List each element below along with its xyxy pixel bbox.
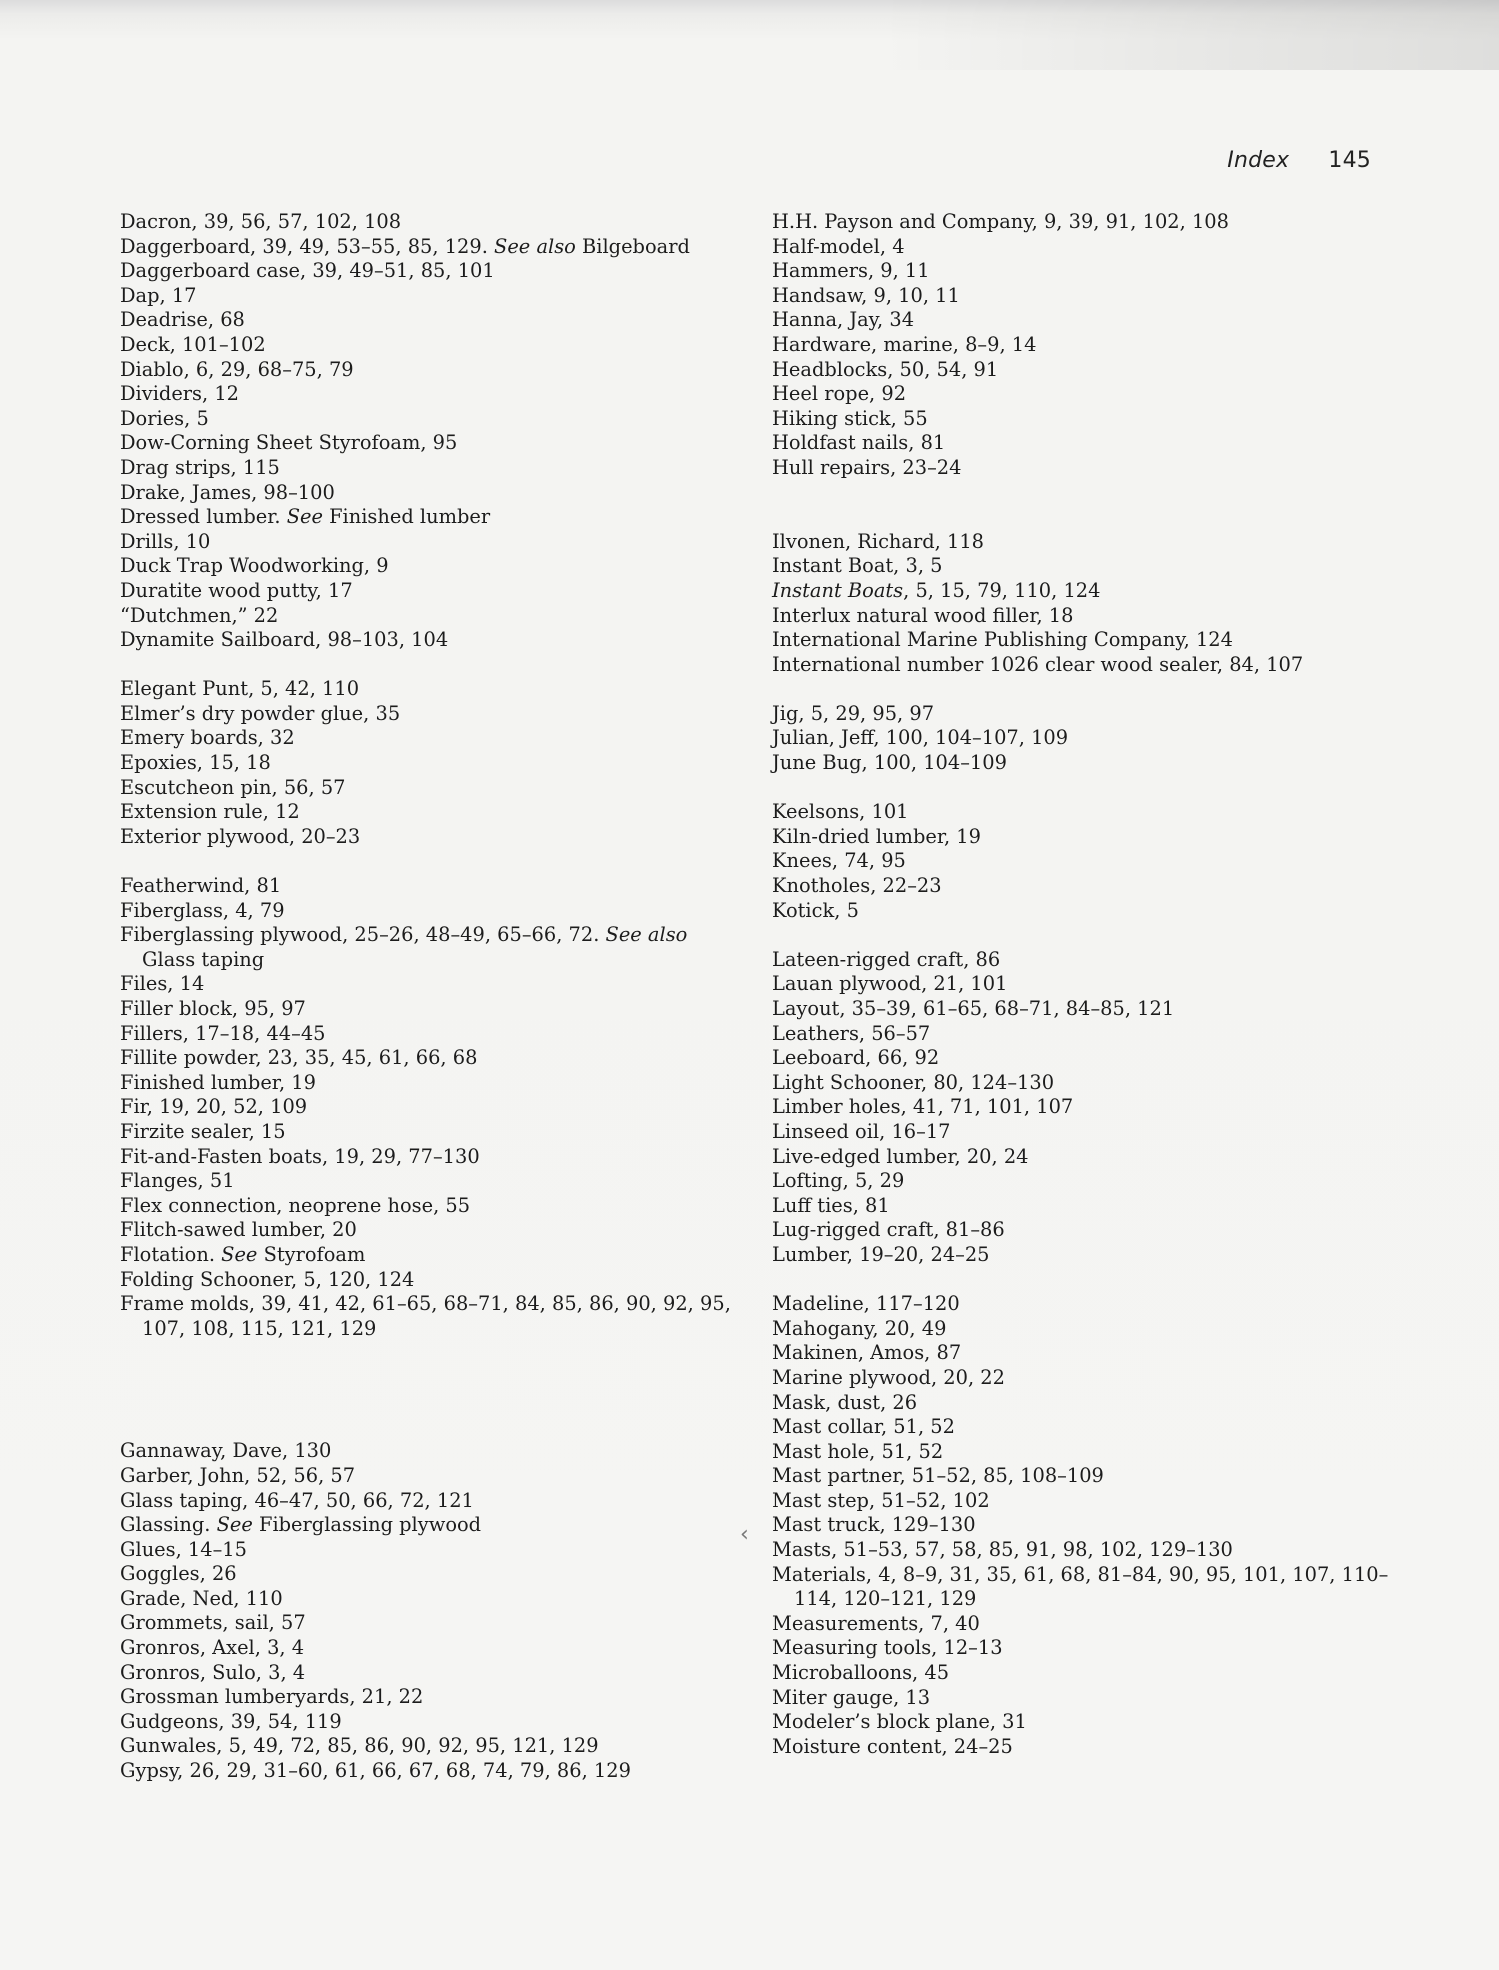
index-entry: Flex connection, neoprene hose, 55 xyxy=(120,1193,471,1217)
index-entry: Dow-Corning Sheet Styrofoam, 95 xyxy=(120,431,458,455)
index-entry: Elmer’s dry powder glue, 35 xyxy=(120,701,401,725)
index-entry: Grade, Ned, 110 xyxy=(120,1586,283,1610)
index-entry: Grommets, sail, 57 xyxy=(120,1611,306,1635)
index-entry: Hardware, marine, 8–9, 14 xyxy=(772,332,1037,356)
index-entry: Files, 14 xyxy=(120,972,205,996)
index-entry: Madeline, 117–120 xyxy=(772,1292,960,1316)
index-entry: Gronros, Axel, 3, 4 xyxy=(120,1636,305,1660)
index-entry: Kotick, 5 xyxy=(772,898,859,922)
index-entry: Mast hole, 51, 52 xyxy=(772,1439,944,1463)
index-entry: Lauan plywood, 21, 101 xyxy=(772,972,1008,996)
group-spacer xyxy=(772,481,1392,506)
index-group-f xyxy=(120,874,740,1341)
index-entry: Modeler’s block plane, 31 xyxy=(772,1710,1027,1734)
index-entry: Epoxies, 15, 18 xyxy=(120,751,271,775)
index-entry: International Marine Publishing Company, 124 xyxy=(772,628,1233,652)
index-entry: Gannaway, Dave, 130 xyxy=(120,1439,332,1463)
index-entry: Limber holes, 41, 71, 101, 107 xyxy=(772,1095,1074,1119)
index-entry: Heel rope, 92 xyxy=(772,382,907,406)
index-group-e xyxy=(120,677,740,849)
index-entry: Fillite powder, 23, 35, 45, 61, 66, 68 xyxy=(120,1046,478,1070)
index-entry: Featherwind, 81 xyxy=(120,874,282,898)
index-entry: H.H. Payson and Company, 9, 39, 91, 102, 108 xyxy=(772,210,1229,233)
index-entry: Fiberglass, 4, 79 xyxy=(120,898,285,922)
index-entry: Drake, James, 98–100 xyxy=(120,480,335,504)
index-entry: Miter gauge, 13 xyxy=(772,1685,931,1709)
index-entry: Kiln-dried lumber, 19 xyxy=(772,824,981,848)
index-entry: Half-model, 4 xyxy=(772,234,905,258)
index-entry: Hull repairs, 23–24 xyxy=(772,455,962,479)
index-entry: Lofting, 5, 29 xyxy=(772,1169,905,1193)
index-entry: Instant Boat, 3, 5 xyxy=(772,554,943,578)
index-entry: Measuring tools, 12–13 xyxy=(772,1636,1003,1660)
index-group-g xyxy=(120,1439,740,1783)
index-entry: Layout, 35–39, 61–65, 68–71, 84–85, 121 xyxy=(772,997,1175,1020)
index-group-l xyxy=(772,948,1392,1268)
index-entry: Keelsons, 101 xyxy=(772,800,909,824)
index-entry: Daggerboard case, 39, 49–51, 85, 101 xyxy=(120,259,495,283)
index-entry: Dacron, 39, 56, 57, 102, 108 xyxy=(120,210,402,233)
index-entry: Gunwales, 5, 49, 72, 85, 86, 90, 92, 95, 121, 129 xyxy=(120,1734,599,1758)
index-entry: Dap, 17 xyxy=(120,283,197,307)
index-group-i xyxy=(772,530,1392,678)
index-entry: Knotholes, 22–23 xyxy=(772,874,942,898)
index-entry: Fillers, 17–18, 44–45 xyxy=(120,1021,326,1045)
index-entry: Materials, 4, 8–9, 31, 35, 61, 68, 81–84, 90, 95, 101, 107, 110–114, 120–121, 129 xyxy=(772,1562,1389,1611)
index-group-h xyxy=(772,210,1392,481)
index-entry: Fir, 19, 20, 52, 109 xyxy=(120,1095,308,1119)
group-spacer xyxy=(120,1341,740,1439)
index-entry: Luff ties, 81 xyxy=(772,1193,890,1217)
index-entry: Gronros, Sulo, 3, 4 xyxy=(120,1660,306,1684)
index-entry: Emery boards, 32 xyxy=(120,726,295,750)
index-entry: Holdfast nails, 81 xyxy=(772,431,946,455)
index-entry: Dynamite Sailboard, 98–103, 104 xyxy=(120,628,449,652)
index-entry: Julian, Jeff, 100, 104–107, 109 xyxy=(772,726,1069,750)
index-entry: Mast truck, 129–130 xyxy=(772,1513,976,1537)
index-entry: International number 1026 clear wood sealer, 84, 107 xyxy=(772,652,1304,676)
index-entry: Lug-rigged craft, 81–86 xyxy=(772,1218,1005,1242)
running-head xyxy=(1227,148,1371,173)
index-entry: Glassing. See Fiberglassing plywood xyxy=(120,1513,482,1537)
index-entry: Mast collar, 51, 52 xyxy=(772,1415,955,1439)
index-entry: Leathers, 56–57 xyxy=(772,1021,931,1045)
index-entry: June Bug, 100, 104–109 xyxy=(772,751,1007,775)
index-entry: Masts, 51–53, 57, 58, 85, 91, 98, 102, 129–130 xyxy=(772,1538,1233,1562)
index-column-left xyxy=(120,210,740,1784)
index-entry: Drills, 10 xyxy=(120,529,211,553)
scan-shadow xyxy=(879,0,1499,70)
index-entry: Flitch-sawed lumber, 20 xyxy=(120,1218,357,1242)
index-entry: Duratite wood putty, 17 xyxy=(120,578,353,602)
group-spacer xyxy=(772,677,1392,702)
index-entry: Finished lumber, 19 xyxy=(120,1070,316,1094)
group-spacer xyxy=(772,505,1392,530)
index-entry: Light Schooner, 80, 124–130 xyxy=(772,1070,1055,1094)
index-column-right xyxy=(772,210,1392,1759)
index-entry: Linseed oil, 16–17 xyxy=(772,1119,951,1143)
index-entry: Hanna, Jay, 34 xyxy=(772,308,915,332)
index-entry: Flanges, 51 xyxy=(120,1169,235,1193)
index-entry: Firzite sealer, 15 xyxy=(120,1119,286,1143)
index-entry: Glass taping, 46–47, 50, 66, 72, 121 xyxy=(120,1488,474,1512)
index-entry: Escutcheon pin, 56, 57 xyxy=(120,775,346,799)
index-entry: Leeboard, 66, 92 xyxy=(772,1046,940,1070)
index-entry: Extension rule, 12 xyxy=(120,800,300,824)
index-entry: Dressed lumber. See Finished lumber xyxy=(120,505,491,529)
group-spacer xyxy=(120,849,740,874)
index-group-d xyxy=(120,210,740,653)
index-entry: Live-edged lumber, 20, 24 xyxy=(772,1144,1029,1168)
index-entry: Grossman lumberyards, 21, 22 xyxy=(120,1685,424,1709)
group-spacer xyxy=(772,776,1392,801)
index-entry: Instant Boats, 5, 15, 79, 110, 124 xyxy=(772,578,1101,602)
index-entry: Mast step, 51–52, 102 xyxy=(772,1488,990,1512)
index-entry: Dories, 5 xyxy=(120,406,209,430)
index-entry: Deadrise, 68 xyxy=(120,308,245,332)
index-entry: Folding Schooner, 5, 120, 124 xyxy=(120,1267,415,1291)
index-entry: Lumber, 19–20, 24–25 xyxy=(772,1242,990,1266)
group-spacer xyxy=(120,653,740,678)
index-entry: Drag strips, 115 xyxy=(120,455,280,479)
index-entry: Knees, 74, 95 xyxy=(772,849,906,873)
index-entry: Fiberglassing plywood, 25–26, 48–49, 65–66, 72. See also Glass taping xyxy=(120,923,688,971)
index-entry: Gudgeons, 39, 54, 119 xyxy=(120,1709,342,1733)
index-entry: Fit-and-Fasten boats, 19, 29, 77–130 xyxy=(120,1144,480,1168)
page-number: 145 xyxy=(1328,148,1371,173)
index-entry: Elegant Punt, 5, 42, 110 xyxy=(120,677,360,701)
margin-pencil-mark: ‹ xyxy=(740,1522,749,1547)
index-entry: Flotation. See Styrofoam xyxy=(120,1242,366,1266)
index-entry: Handsaw, 9, 10, 11 xyxy=(772,283,960,307)
index-entry: Hiking stick, 55 xyxy=(772,406,928,430)
group-spacer xyxy=(772,1268,1392,1293)
index-entry: Exterior plywood, 20–23 xyxy=(120,824,361,848)
index-entry: Measurements, 7, 40 xyxy=(772,1611,980,1635)
index-entry: Dividers, 12 xyxy=(120,382,240,406)
index-entry: Interlux natural wood filler, 18 xyxy=(772,603,1074,627)
index-entry: Jig, 5, 29, 95, 97 xyxy=(772,701,935,725)
index-entry: Ilvonen, Richard, 118 xyxy=(772,529,984,553)
group-spacer xyxy=(772,923,1392,948)
index-group-k xyxy=(772,800,1392,923)
index-entry: Gypsy, 26, 29, 31–60, 61, 66, 67, 68, 74, 79, 86, 129 xyxy=(120,1759,631,1783)
index-entry: Mast partner, 51–52, 85, 108–109 xyxy=(772,1464,1104,1488)
index-entry: Garber, John, 52, 56, 57 xyxy=(120,1463,356,1487)
index-entry: Diablo, 6, 29, 68–75, 79 xyxy=(120,357,354,381)
running-head-title: Index xyxy=(1227,148,1290,173)
index-entry: Duck Trap Woodworking, 9 xyxy=(120,554,389,578)
index-entry: Mask, dust, 26 xyxy=(772,1390,918,1414)
index-entry: Microballoons, 45 xyxy=(772,1661,950,1685)
index-entry: “Dutchmen,” 22 xyxy=(120,603,279,627)
index-entry: Lateen-rigged craft, 86 xyxy=(772,947,1001,971)
index-entry: Deck, 101–102 xyxy=(120,332,266,356)
index-entry: Mahogany, 20, 49 xyxy=(772,1316,947,1340)
index-entry: Filler block, 95, 97 xyxy=(120,997,306,1020)
index-entry: Makinen, Amos, 87 xyxy=(772,1341,962,1365)
index-entry: Moisture content, 24–25 xyxy=(772,1734,1013,1758)
index-group-m xyxy=(772,1292,1392,1759)
index-entry: Frame molds, 39, 41, 42, 61–65, 68–71, 84, 85, 86, 90, 92, 95, 107, 108, 115, 121, 129 xyxy=(120,1292,731,1340)
index-entry: Goggles, 26 xyxy=(120,1562,237,1586)
index-entry: Glues, 14–15 xyxy=(120,1537,247,1561)
index-entry: Headblocks, 50, 54, 91 xyxy=(772,357,999,381)
index-entry: Daggerboard, 39, 49, 53–55, 85, 129. See also Bilgeboard xyxy=(120,234,690,258)
index-entry: Marine plywood, 20, 22 xyxy=(772,1365,1005,1389)
index-group-j xyxy=(772,702,1392,776)
index-entry: Hammers, 9, 11 xyxy=(772,259,930,283)
